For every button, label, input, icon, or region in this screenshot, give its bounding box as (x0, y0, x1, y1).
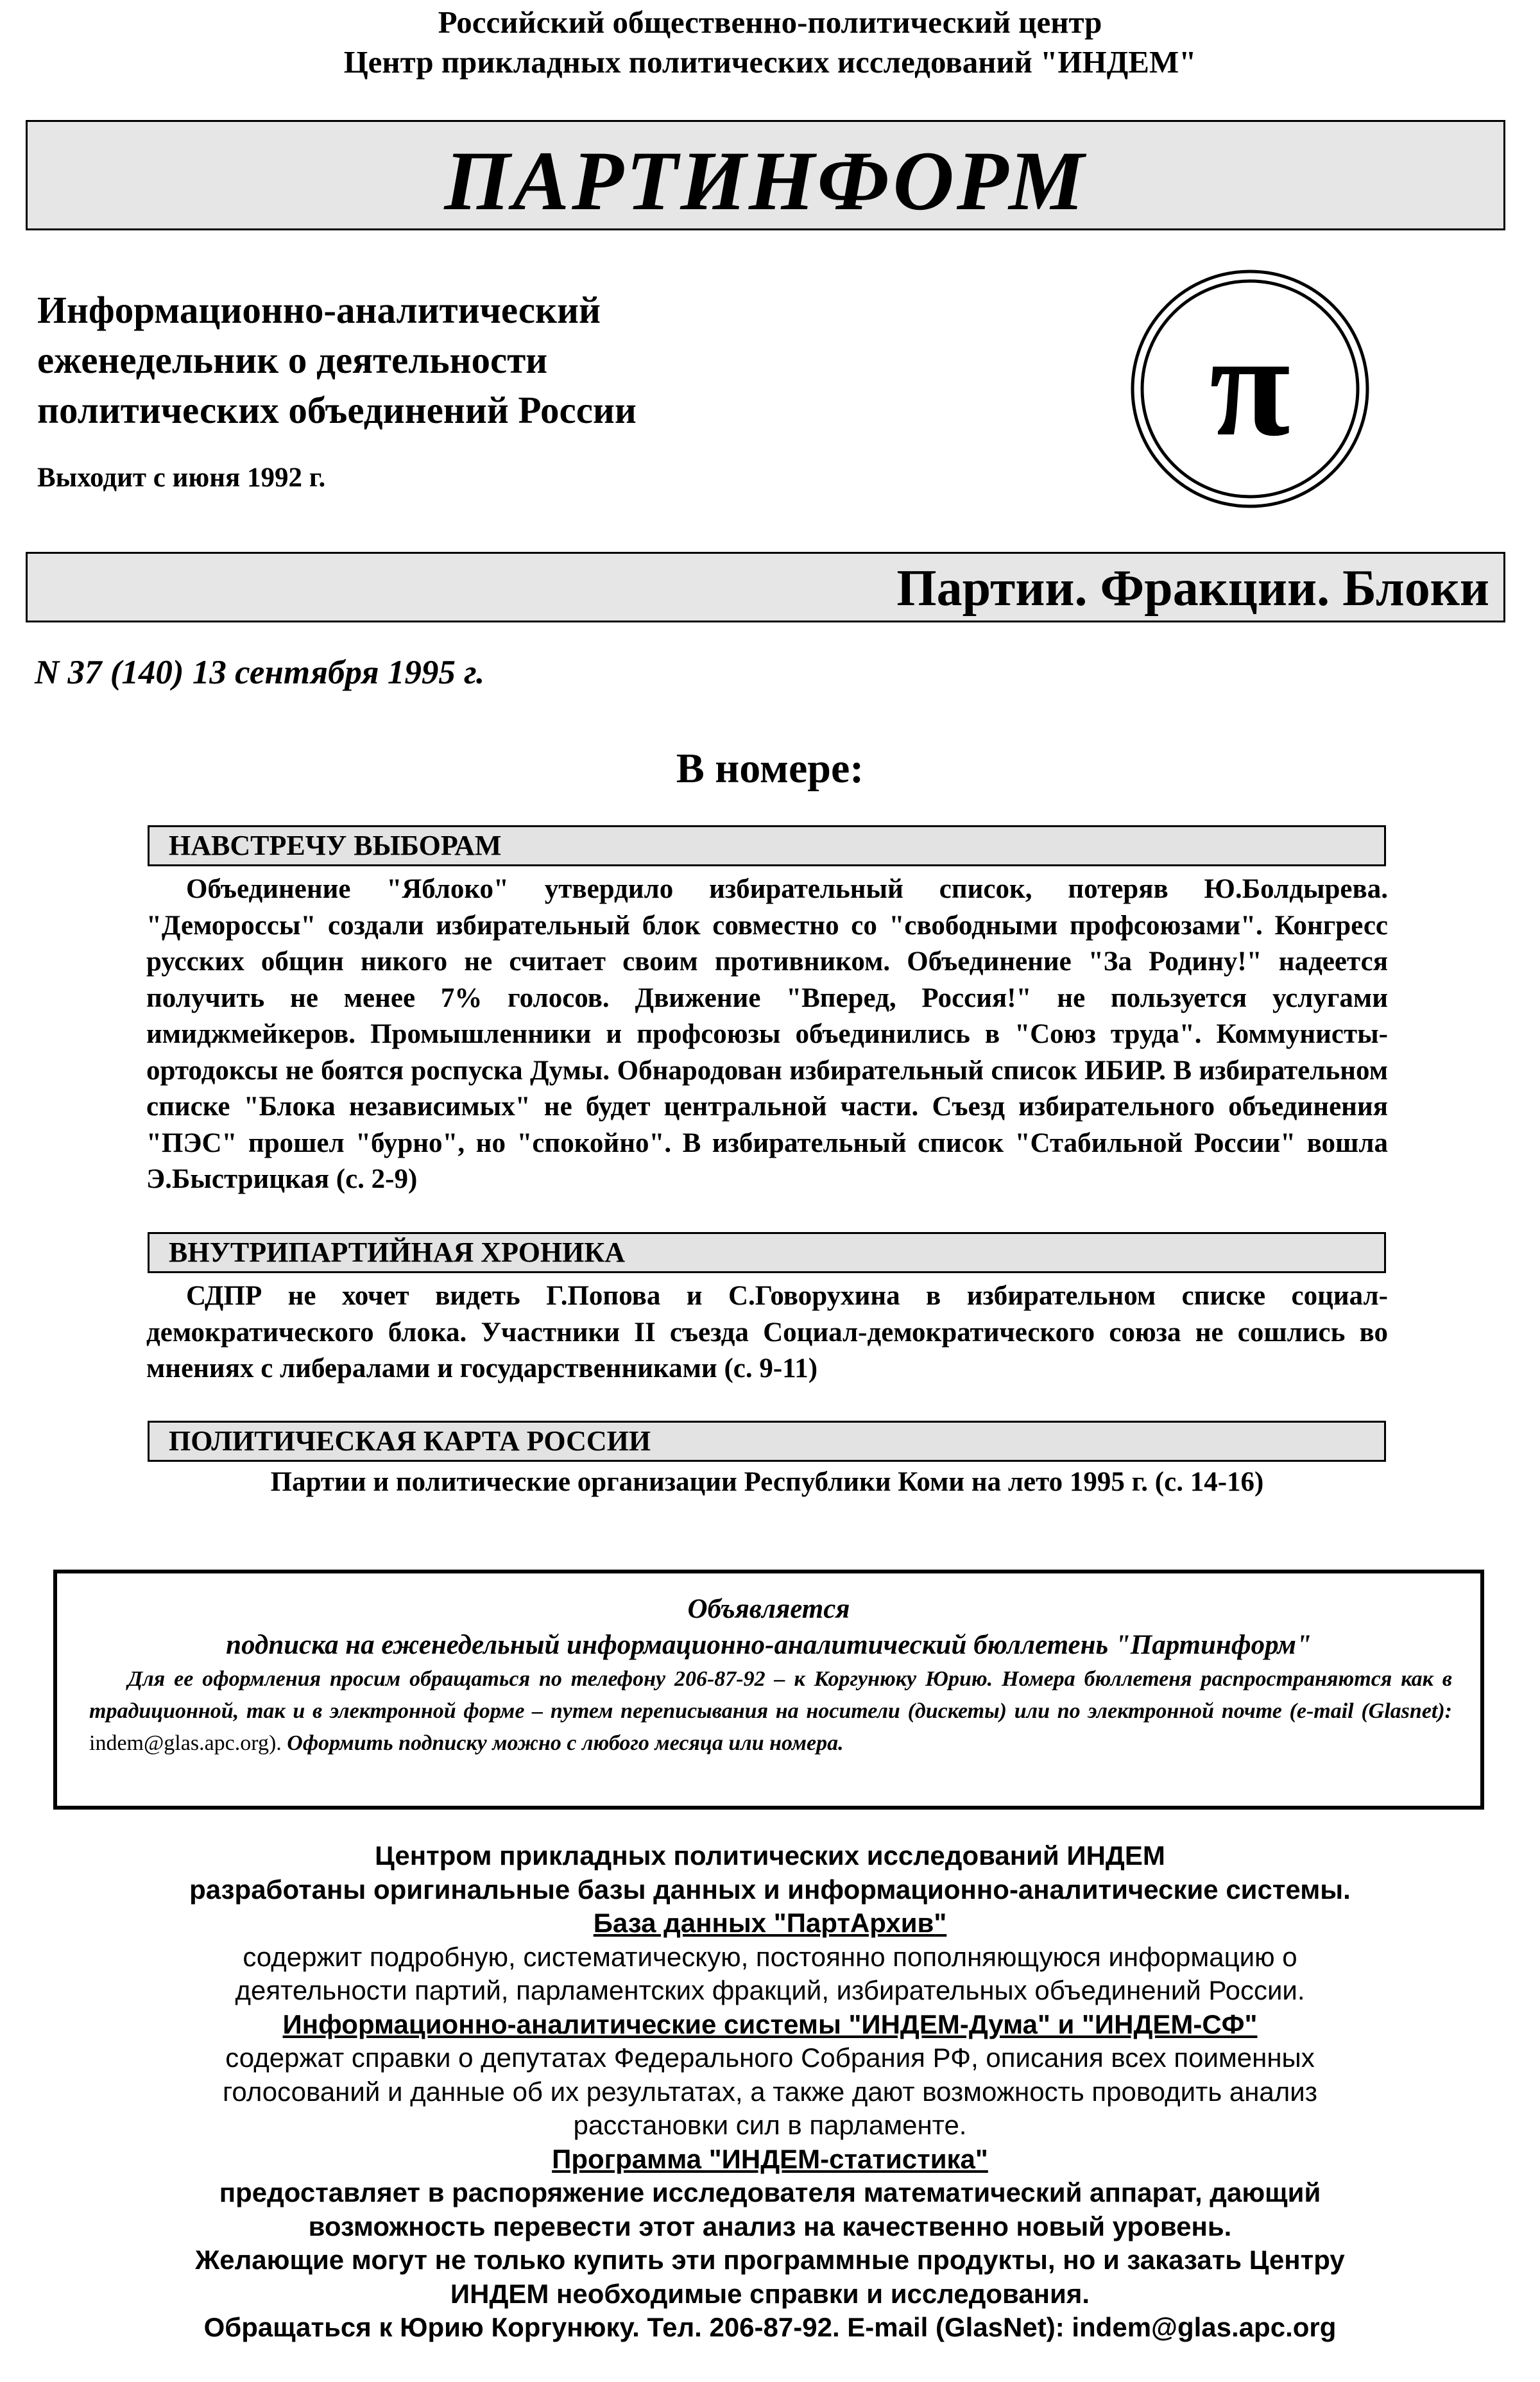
rubric-band (26, 552, 1505, 622)
partarchive-db-text-1: содержит подробную, систематическую, постоянно пополняющуюся информацию о (243, 1941, 1297, 1972)
rubric-title: Партии. Фракции. Блоки (896, 560, 1489, 617)
issue-number: N 37 (140) 13 сентября 1995 г. (35, 654, 485, 691)
partarchive-db-title: База данных "ПартАрхив" (593, 1908, 947, 1938)
indem-systems-title: Информационно-аналитические системы "ИНДЕМ-Дума" и "ИНДЕМ-СФ" (282, 2009, 1258, 2039)
indem-offer-2: ИНДЕМ необходимые справки и исследования. (450, 2278, 1090, 2309)
subscription-title: подписка на еженедельный информационно-аналитический бюллетень "Партинформ" (226, 1630, 1312, 1660)
indem-statistics-title: Программа "ИНДЕМ-статистика" (552, 2143, 988, 2174)
publisher-line-2: Центр прикладных политических исследований "ИНДЕМ" (343, 44, 1197, 80)
indem-advertisement (0, 1839, 1540, 2345)
indem-contact: Обращаться к Юрию Коргунюку. Тел. 206-87-92. E-mail (GlasNet): indem@glas.apc.org (203, 2312, 1337, 2342)
subscription-details (89, 1663, 1452, 1760)
indem-systems-text-1: содержат справки о депутатах Федерального Собрания РФ, описания всех поименных (225, 2043, 1315, 2073)
masthead-band (26, 120, 1505, 230)
masthead-title: ПАРТИНФОРМ (444, 133, 1087, 228)
indem-systems-text-3: расстановки сил в парламенте. (573, 2110, 967, 2140)
subscription-body: Для ее оформления просим обращаться по телефону 206-87-92 – к Коргунюку Юрию. Номера бюллетеня распространяются как в традиционной, так и в электронной форме – путем переписывания на носители (дискеты) или по электронной почте (e-mail (Glasnet): (89, 1667, 1452, 1723)
section-text-political-map: Партии и политические организации Республики Коми на лето 1995 г. (с. 14-16) (270, 1467, 1264, 1497)
publisher-line-1: Российский общественно-политический центр (438, 4, 1102, 40)
subtitle-line-1: Информационно-аналитический (37, 289, 601, 331)
indem-statistics-text-1: предоставляет в распоряжение исследователя математический аппарат, дающий (219, 2177, 1321, 2207)
subtitle-line-2: еженедельник о деятельности (37, 339, 548, 381)
indem-line-2: разработаны оригинальные базы данных и информационно-аналитические системы. (189, 1874, 1351, 1905)
subtitle-line-3: политических объединений России (37, 389, 637, 431)
masthead-subtitle (37, 285, 871, 435)
section-text-elections: Объединение "Яблоко" утвердило избирательный список, потеряв Ю.Болдырева. "Демороссы" создали избирательный блок совместно со "свободными профсоюзами". Конгресс русских общин никого не считает своим противником. Объединение "За Родину!" надеется получить не менее 7% голосов. Движение "Вперед, Россия!" не пользуется услугами имиджмейкеров. Промышленники и профсоюзы объединились в "Союз труда". Коммунисты-ортодоксы не боятся роспуска Думы. Обнародован избирательный список ИБИР. В избирательном списке "Блока независимых" не будет центральной части. Съезд избирательного объединения "ПЭС" прошел "бурно", но "спокойно". В избирательный список "Стабильной России" вошла Э.Быстрицкая (с. 2-9) (146, 874, 1388, 1194)
section-title-political-map: ПОЛИТИЧЕСКАЯ КАРТА РОССИИ (148, 1421, 1386, 1462)
contents-heading: В номере: (676, 745, 864, 792)
subscription-tail: Оформить подписку можно с любого месяца или номера. (287, 1731, 844, 1755)
publisher-header (0, 3, 1540, 82)
partarchive-db-text-2: деятельности партий, парламентских фракций, избирательных объединений России. (235, 1975, 1305, 2005)
publication-since: Выходит с июня 1992 г. (37, 463, 326, 493)
indem-offer-1: Желающие могут не только купить эти программные продукты, но и заказать Центру (195, 2245, 1345, 2275)
indem-line-1: Центром прикладных политических исследований ИНДЕМ (375, 1840, 1165, 1871)
pi-logo-icon (1127, 266, 1373, 511)
indem-systems-text-2: голосований и данные об их результатах, а также дают возможность проводить анализ (222, 2076, 1318, 2107)
subscription-box (53, 1570, 1484, 1810)
section-title-elections: НАВСТРЕЧУ ВЫБОРАМ (148, 825, 1386, 866)
section-title-party-chronicle: ВНУТРИПАРТИЙНАЯ ХРОНИКА (148, 1232, 1386, 1273)
indem-statistics-text-2: возможность перевести этот анализ на качественно новый уровень. (308, 2211, 1232, 2241)
subscription-announce: Объявляется (687, 1594, 850, 1624)
subscription-email: indem@glas.apc.org). (89, 1731, 282, 1755)
pi-symbol: π (1209, 303, 1291, 467)
section-text-party-chronicle: СДПР не хочет видеть Г.Попова и С.Говорухина в избирательном списке социал-демократического блока. Участники II съезда Социал-демократического союза не сошлись во мнениях с либералами и государственниками (с. 9-11) (146, 1281, 1388, 1384)
